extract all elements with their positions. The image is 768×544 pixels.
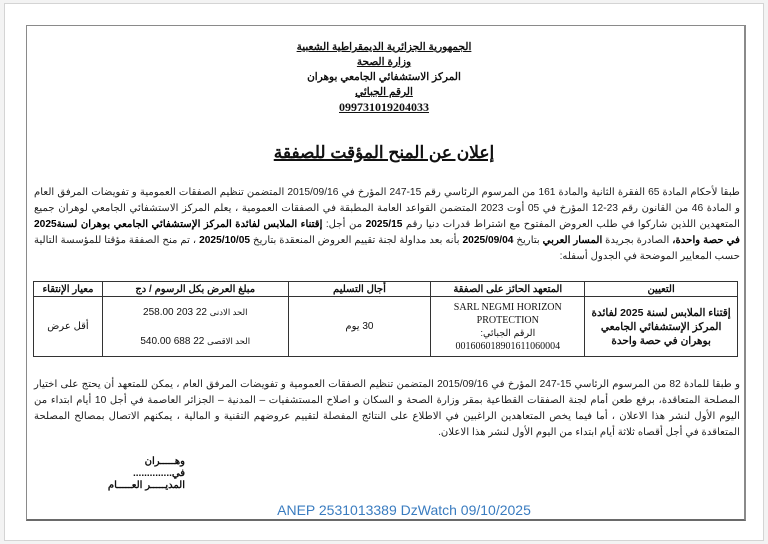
tender-number: 2025/15 — [365, 219, 403, 230]
announcement-paragraph — [34, 185, 740, 265]
letterhead — [0, 40, 768, 115]
text: الصادرة بجريدة — [602, 235, 673, 246]
header-delivery: أجال التسليم — [288, 282, 431, 297]
text: طبقا لأحكام المادة 65 الفقرة الثانية والمادة 161 من المرسوم الرئاسي رقم 15-247 المؤرخ في 2015/09/16 المتضمن تنظيم الصفقات العمومية و تفويضات المرفق العام و المادة 46 من القانون رقم 23-12 المؤرخ في 05 أوت 2023 المتضمن القواعد العامة المطبقة في الصفقات العمومية ، يعلم المركز الاستشفائي الجامعي لوهران جميع المتعهدين اللذين شاركوا في طلب العروض المفتوح مع اشتراط قدرات دنيا رقم — [34, 187, 741, 230]
cell-criteria: أقل عرض — [34, 297, 103, 357]
cell-designation: إقتناء الملابس لسنة 2025 لفائدة المركز الإستشفائي الجامعي بوهران في حصة واحدة — [585, 297, 738, 357]
newspaper-name: المسار العربي — [542, 235, 603, 246]
header-designation: التعيين — [585, 282, 738, 297]
republic-name: الجمهورية الجزائرية الديمقراطية الشعبية — [296, 41, 472, 53]
max-amount-line — [103, 327, 288, 356]
holder-tax-id: 001606018901611060004 — [455, 340, 561, 352]
cell-holder — [431, 297, 585, 357]
text: بتاريخ — [513, 235, 543, 246]
tax-id-label: الرقم الجبائي — [355, 86, 413, 98]
award-table — [33, 281, 738, 357]
tax-id: 099731019204033 — [339, 100, 429, 114]
min-amount: 22 203 258.00 — [143, 306, 207, 318]
holder-name: SARL NEGMI HORIZON PROTECTION — [453, 301, 562, 326]
signatory-title: المديـــــر العـــــام — [107, 480, 185, 491]
publication-date: 2025/09/04 — [462, 235, 514, 246]
min-label: الحد الادنى — [209, 306, 248, 317]
max-amount: 22 688 540.00 — [140, 335, 205, 347]
document-title: إعلان عن المنح المؤقت للصفقة — [273, 143, 495, 162]
cell-delivery: 30 يوم — [288, 297, 431, 357]
text: بأنه بعد مداولة لجنة تقييم العروض المنعقدة بتاريخ — [250, 235, 463, 246]
text: من أجل: — [322, 219, 366, 230]
holder-tax-label: الرقم الجبائي: — [480, 327, 536, 339]
header-amount: مبلغ العرض بكل الرسوم / دج — [102, 282, 288, 297]
header-holder: المتعهد الحائز على الصفقة — [431, 282, 585, 297]
appeal-paragraph: و طبقا للمادة 82 من المرسوم الرئاسي 15-247 المؤرخ في 2015/09/16 المتضمن تنظيم الصفقات العمومية و تفويضات المرفق العام ، يمكن للمتعهد أن يحتج على اختيار المصلحة المتعاقدة، برفع طعن أمام لجنة الصفقات القطاعية بمقر وزارة الصحة و السكان و اصلاح المستشفيات – المدنية – الجزائر العاصمة في أجل 10 أيام ابتداء من اليوم الأول لنشر هذا الاعلان ، أما فيما يخص المتعاهدين الراغبين في الاطلاع على النتائج المفصلة لتقييم عروضهم التقنية و المالية ، يمكنهم الاتصال بمصالح المصلحة المتعاقدة في أجل أقصاه ثلاثة أيام ابتداء من اليوم الأول لنشر هذا الاعلان. — [34, 379, 741, 438]
max-label: الحد الاقصى — [207, 335, 251, 346]
place-date: وهـــــران في.............. — [132, 456, 185, 479]
tender-object: إقتناء الملابس لفائدة المركز الإستشفائي الجامعي بوهران لسنة2025 في حصة واحدة، — [34, 219, 740, 246]
ministry-name: وزارة الصحة — [356, 56, 412, 68]
cell-amount — [102, 297, 288, 357]
table-row — [34, 297, 738, 357]
min-amount-line — [103, 298, 288, 327]
publication-reference: ANEP 2531013389 DzWatch 09/10/2025 — [277, 502, 531, 518]
signature-block — [95, 456, 185, 492]
evaluation-date: 2025/10/05 — [199, 235, 251, 246]
institution-name: المركز الاستشفائي الجامعي بوهران — [307, 71, 461, 83]
table-header-row — [34, 282, 738, 297]
text: ، تم منح الصفقة مؤقتا للمؤسسة التالية حسب المعايير الموضحة في الجدول أسفله: — [34, 235, 740, 262]
header-criteria: معيار الإنتقاء — [34, 282, 103, 297]
